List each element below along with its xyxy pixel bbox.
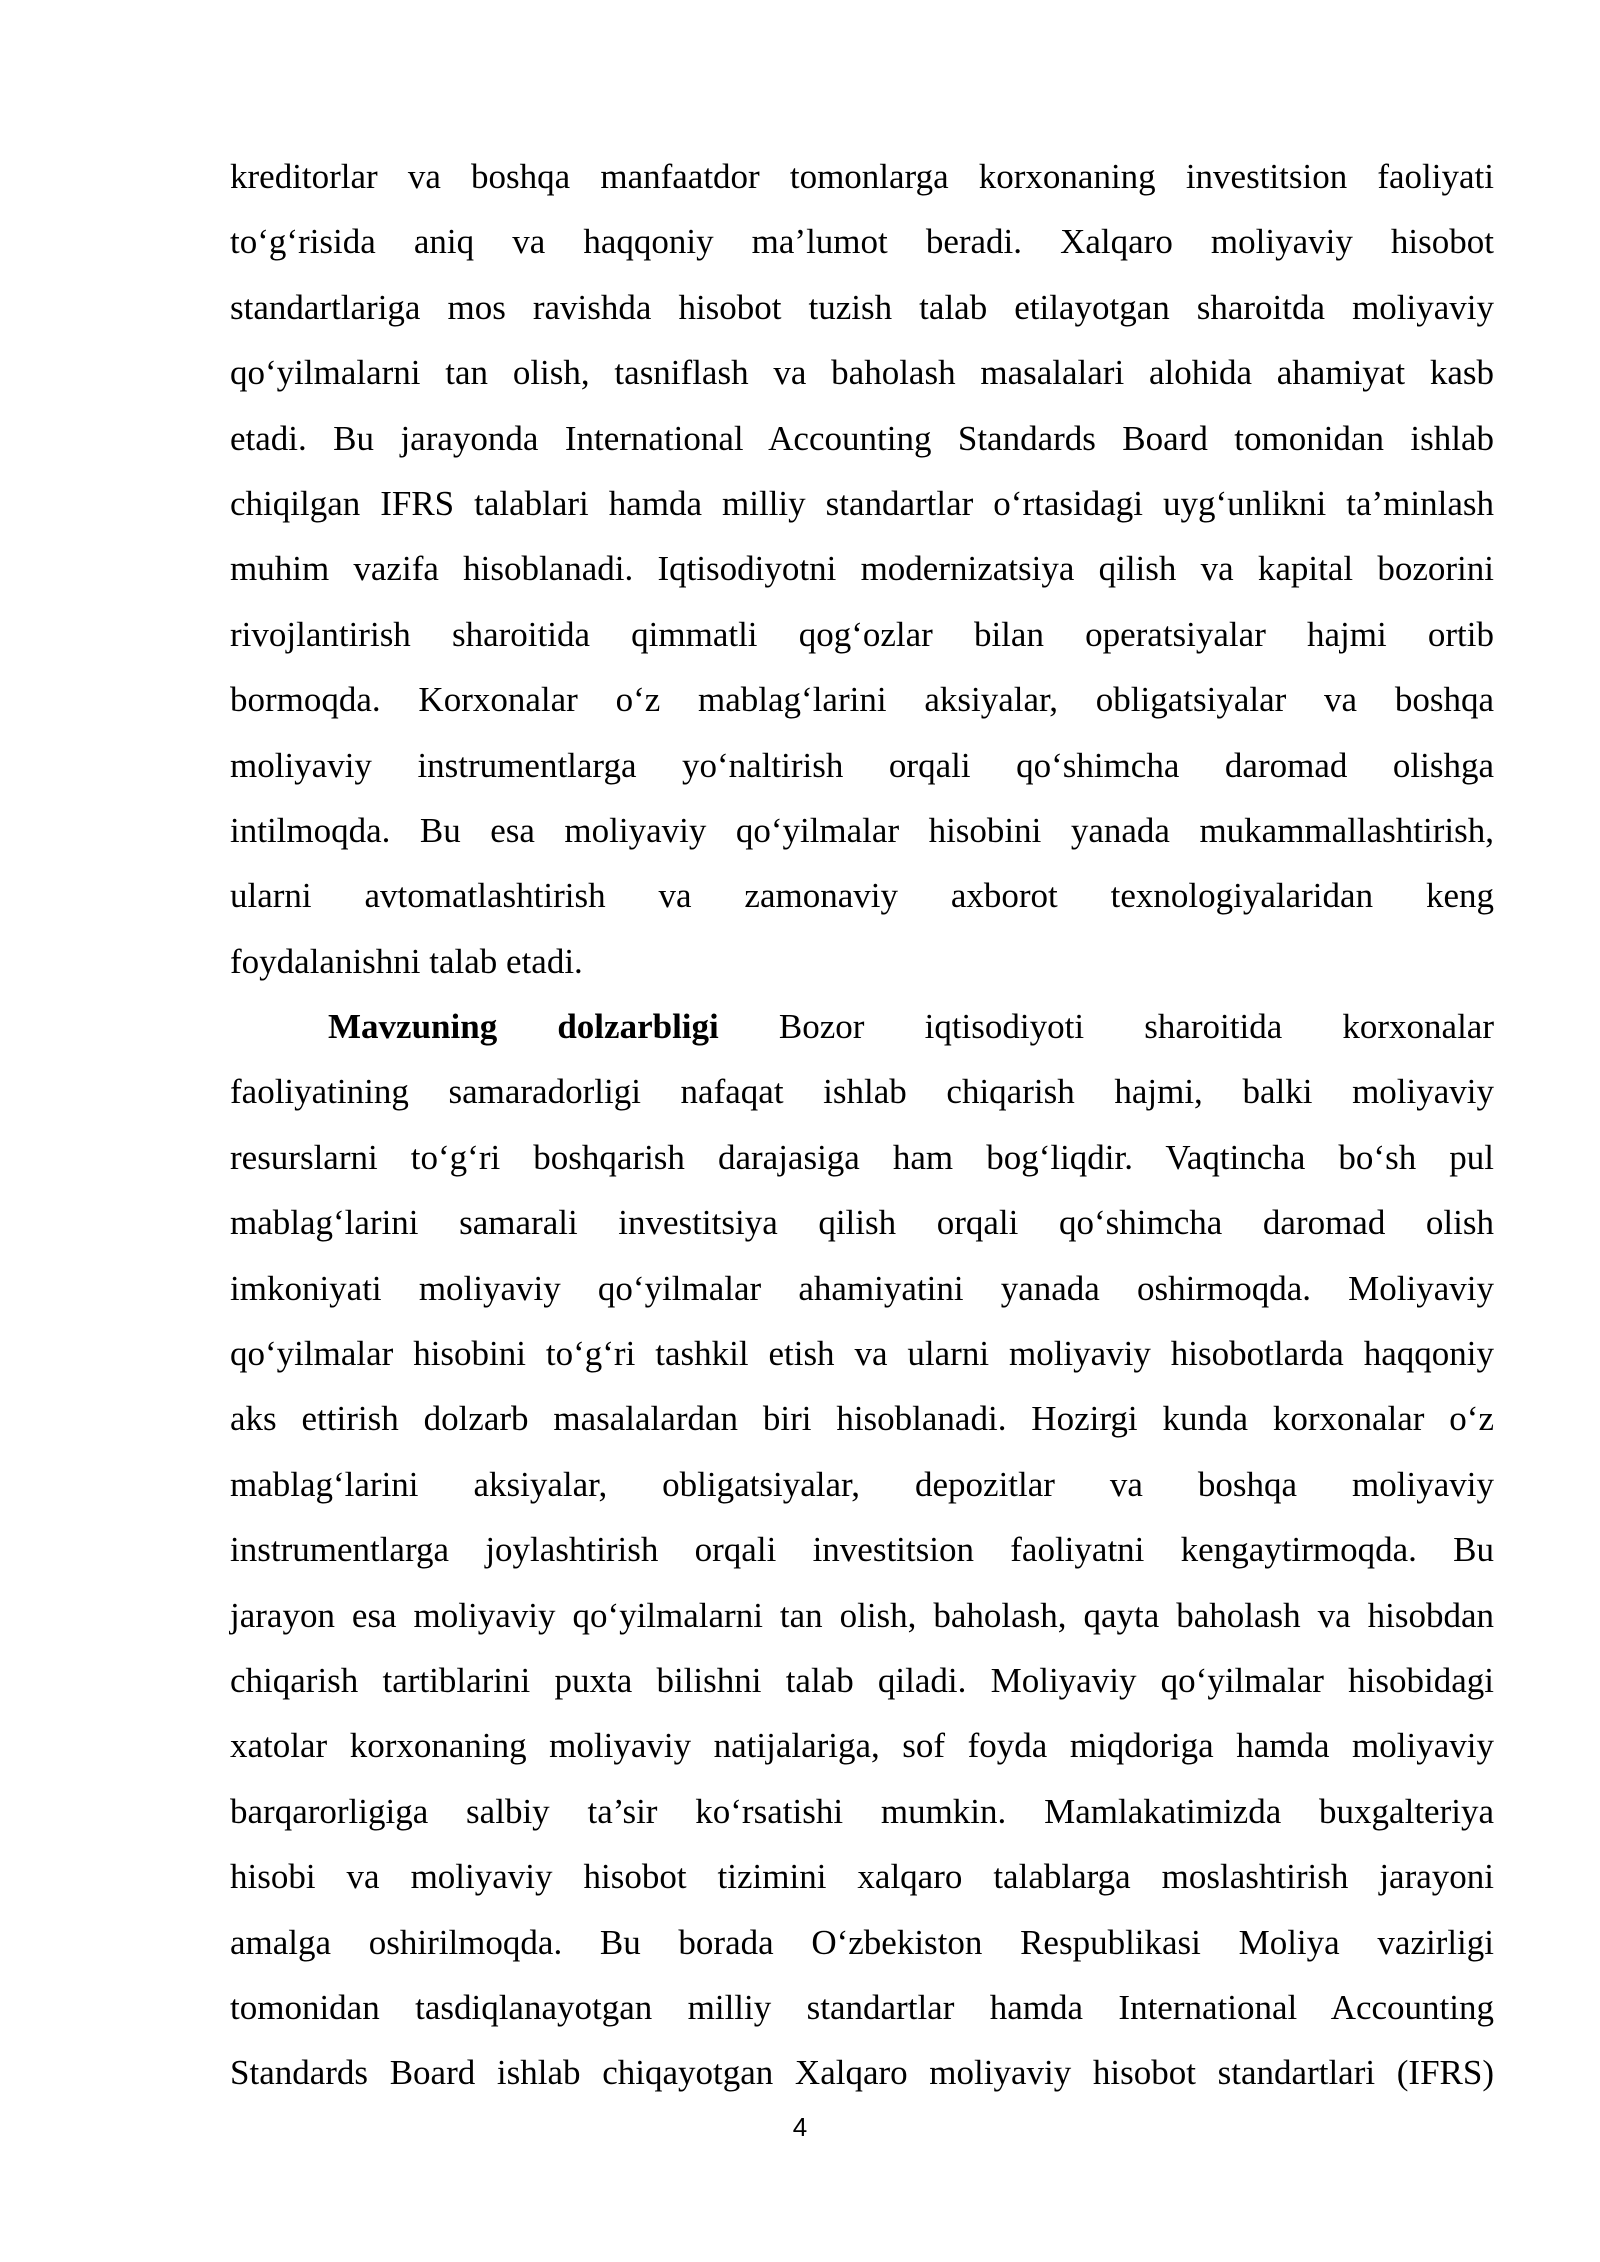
- paragraph-relevance: [230, 994, 1494, 2106]
- text-line: hisobi va moliyaviy hisobot tizimini xalqaro talablarga moslashtirish jarayoni: [230, 1857, 1494, 1897]
- text-line: imkoniyati moliyaviy qo‘yilmalar ahamiyatini yanada oshirmoqda. Moliyaviy: [230, 1268, 1494, 1308]
- text-line: jarayon esa moliyaviy qo‘yilmalarni tan olish, baholash, qayta baholash va hisobdan: [230, 1595, 1494, 1635]
- text-line: to‘g‘risida aniq va haqqoniy ma’lumot beradi. Xalqaro moliyaviy hisobot: [230, 222, 1494, 262]
- text-line: etadi. Bu jarayonda International Accounting Standards Board tomonidan ishlab: [230, 418, 1494, 458]
- text-line: mablag‘larini aksiyalar, obligatsiyalar, depozitlar va boshqa moliyaviy: [230, 1464, 1494, 1504]
- page-number: 4: [792, 2112, 808, 2142]
- text-line: resurslarni to‘g‘ri boshqarish darajasiga ham bog‘liqdir. Vaqtincha bo‘sh pul: [230, 1137, 1494, 1177]
- text-line: bormoqda. Korxonalar o‘z mablag‘larini aksiyalar, obligatsiyalar va boshqa: [230, 680, 1494, 720]
- paragraph-continuation: [230, 144, 1494, 994]
- text-line: Standards Board ishlab chiqayotgan Xalqaro moliyaviy hisobot standartlari (IFRS): [230, 2053, 1494, 2093]
- text-line: muhim vazifa hisoblanadi. Iqtisodiyotni modernizatsiya qilish va kapital bozorini: [230, 549, 1494, 589]
- text-line: kreditorlar va boshqa manfaatdor tomonlarga korxonaning investitsion faoliyati: [230, 157, 1494, 196]
- paragraph-first-line: [230, 994, 1494, 1059]
- text-line: amalga oshirilmoqda. Bu borada O‘zbekiston Respublikasi Moliya vazirligi: [230, 1922, 1494, 1962]
- text-line: tomonidan tasdiqlanayotgan milliy standartlar hamda International Accounting: [230, 1987, 1494, 2027]
- text-line: moliyaviy instrumentlarga yo‘naltirish orqali qo‘shimcha daromad olishga: [230, 745, 1494, 785]
- text-line: foydalanishni talab etadi.: [230, 941, 583, 981]
- text-line: ularni avtomatlashtirish va zamonaviy axborot texnologiyalaridan keng: [230, 876, 1494, 916]
- body-text: [230, 144, 1494, 2106]
- text-line: chiqilgan IFRS talablari hamda milliy standartlar o‘rtasidagi uyg‘unlikni ta’minlash: [230, 483, 1494, 523]
- text-line: chiqarish tartiblarini puxta bilishni talab qiladi. Moliyaviy qo‘yilmalar hisobidagi: [230, 1660, 1494, 1700]
- section-heading: Mavzuning dolzarbligi: [328, 1007, 719, 1047]
- text-line: qo‘yilmalarni tan olish, tasniflash va baholash masalalari alohida ahamiyat kasb: [230, 353, 1494, 393]
- text-line: rivojlantirish sharoitida qimmatli qog‘ozlar bilan operatsiyalar hajmi ortib: [230, 614, 1494, 654]
- text-line: barqarorligiga salbiy ta’sir ko‘rsatishi mumkin. Mamlakatimizda buxgalteriya: [230, 1791, 1494, 1831]
- text-line: faoliyatining samaradorligi nafaqat ishlab chiqarish hajmi, balki moliyaviy: [230, 1072, 1494, 1112]
- text-line: standartlariga mos ravishda hisobot tuzish talab etilayotgan sharoitda moliyaviy: [230, 287, 1494, 327]
- text-line: mablag‘larini samarali investitsiya qilish orqali qo‘shimcha daromad olish: [230, 1203, 1494, 1243]
- text-run: Bozor iqtisodiyoti sharoitida korxonalar: [778, 1007, 1494, 1047]
- text-line: qo‘yilmalar hisobini to‘g‘ri tashkil etish va ularni moliyaviy hisobotlarda haqqoniy: [230, 1334, 1494, 1374]
- text-line: instrumentlarga joylashtirish orqali investitsion faoliyatni kengaytirmoqda. Bu: [230, 1530, 1494, 1570]
- text-line: xatolar korxonaning moliyaviy natijalariga, sof foyda miqdoriga hamda moliyaviy: [230, 1726, 1494, 1766]
- text-line: intilmoqda. Bu esa moliyaviy qo‘yilmalar hisobini yanada mukammallashtirish,: [230, 810, 1494, 850]
- text-line: aks ettirish dolzarb masalalardan biri hisoblanadi. Hozirgi kunda korxonalar o‘z: [230, 1399, 1494, 1439]
